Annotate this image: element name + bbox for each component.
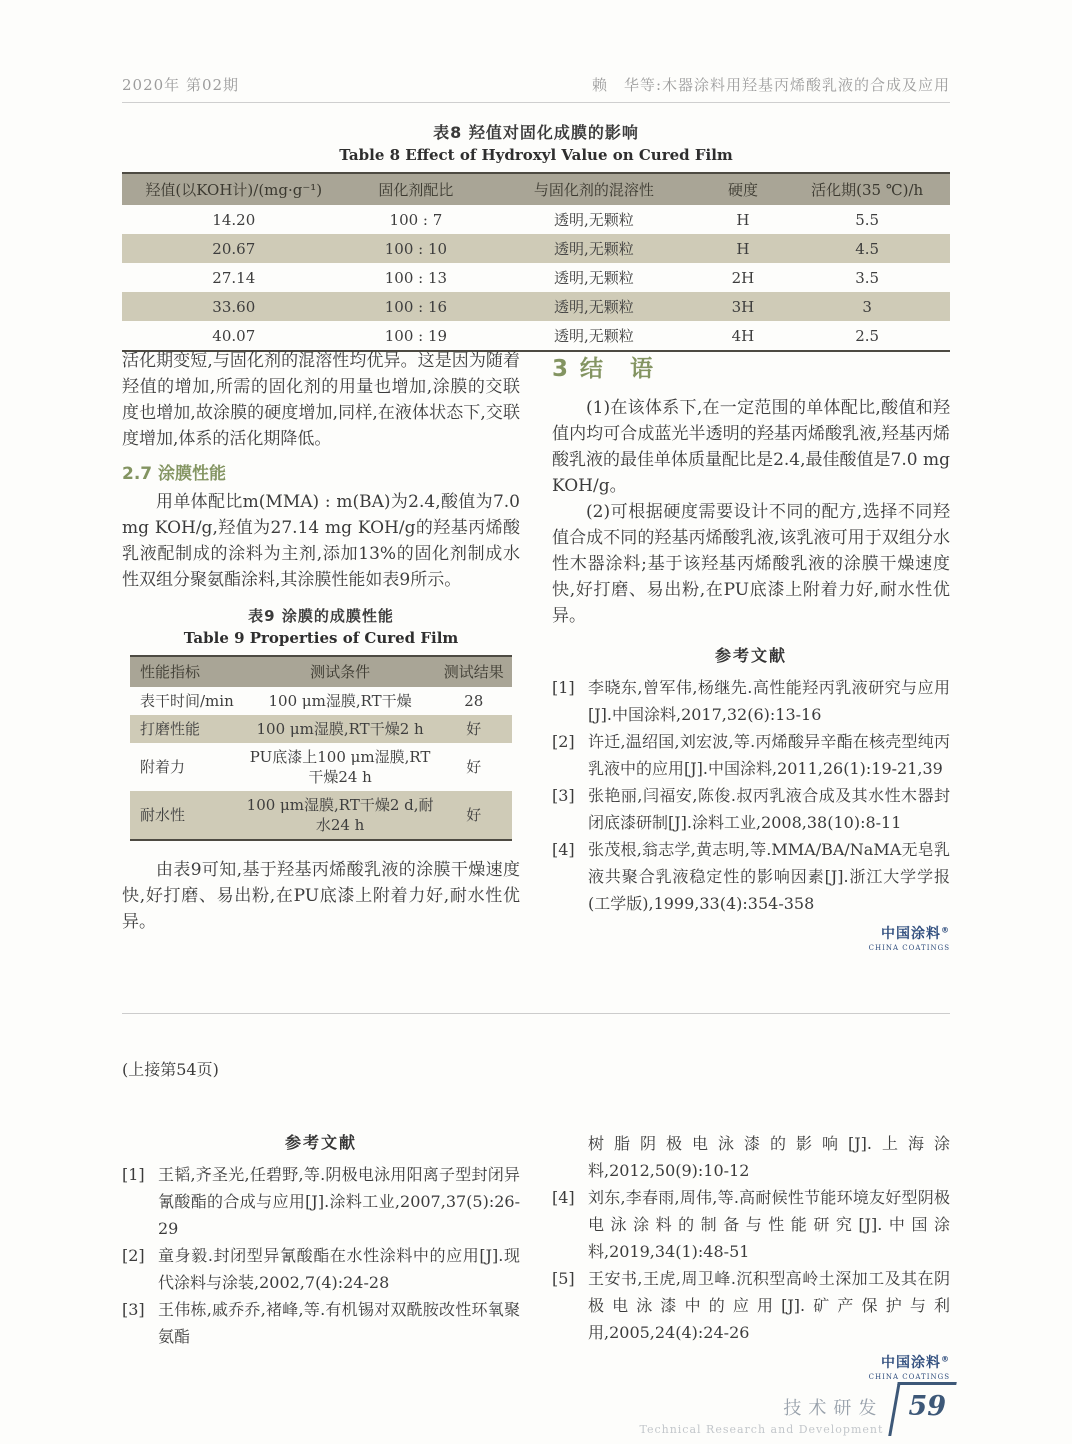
cell: 100 : 16 — [384, 297, 448, 316]
paragraph: 活化期变短,与固化剂的混溶性均优异。这是因为随着羟值的增加,所需的固化剂的用量也增加,涂膜的交联度也增加,故涂膜的硬度增加,同样,在液体状态下,交联度增加,体系的活化期降低。 — [122, 351, 520, 449]
reference-number: [3] — [122, 1300, 145, 1319]
issue-label: 2020年 第02期 — [122, 76, 240, 94]
reference-text: 张茂根,翁志学,黄志明,等.MMA/BA/NaMA无皂乳液共聚合乳液稳定性的影响因素[J].浙江大学学报(工学版),1999,33(4):354-358 — [588, 840, 950, 913]
footer-section-labels — [639, 1382, 883, 1436]
cell: PU底漆上100 μm湿膜,RT干燥24 h — [249, 748, 431, 786]
reference-number: [4] — [552, 840, 575, 859]
left-column — [122, 348, 520, 952]
reference-text: 许迁,温绍国,刘宏波,等.丙烯酸异辛酯在核壳型纯丙乳液中的应用[J].中国涂料,2011,26(1):19-21,39 — [588, 732, 950, 778]
continued-references — [122, 1130, 950, 1381]
reference-text: 张艳丽,闫福安,陈俊.叔丙乳液合成及其水性木器封闭底漆研制[J].涂料工业,2008,38(10):8-11 — [588, 786, 950, 832]
table8 — [122, 172, 950, 352]
page-footer — [639, 1382, 952, 1436]
cell: 100 : 7 — [389, 210, 443, 229]
table9-header-row — [130, 656, 512, 687]
cell: 28 — [464, 692, 484, 710]
paragraph: 用单体配比m(MMA) : m(BA)为2.4,酸值为7.0 mg KOH/g,羟值为27.14 mg KOH/g的羟基丙烯酸乳液配制成的涂料为主剂,添加13%的固化剂制成水性双组分聚氨酯涂料,其涂膜性能如表9所示。 — [122, 492, 520, 590]
reference-item — [552, 1184, 950, 1265]
reference-text: 王伟栋,戚乔乔,褚峰,等.有机锡对双酰胺改性环氧聚氨酯 — [158, 1300, 520, 1346]
registered-mark: ® — [941, 1354, 950, 1364]
references-title: 参考文献 — [284, 1133, 357, 1152]
cell: 100 : 10 — [384, 239, 448, 258]
reference-item — [552, 782, 950, 836]
paragraph: (2)可根据硬度需要设计不同的配方,选择不同羟值合成不同的羟基丙烯酸乳液,该乳液可用于双组分水性木器涂料;基于该羟基丙烯酸乳液的涂膜干燥速度快,好打磨、易出粉,在PU底漆上附着力好,耐水性优异。 — [552, 502, 950, 626]
body-columns — [122, 348, 950, 952]
reference-number: [1] — [552, 678, 575, 697]
reference-number: [2] — [122, 1246, 145, 1265]
cell: 100 : 19 — [384, 326, 448, 345]
section-3-heading: 3 结 语 — [552, 356, 656, 382]
cell: 透明,无颗粒 — [554, 211, 634, 229]
reference-number: [3] — [552, 786, 575, 805]
table8-header-row — [122, 173, 950, 205]
reference-item — [122, 1242, 520, 1296]
reference-text: 李晓东,曾军伟,杨继先.高性能羟丙乳液研究与应用[J].中国涂料,2017,32(6):13-16 — [588, 678, 950, 724]
cell: 透明,无颗粒 — [554, 240, 634, 258]
cell: 2H — [731, 268, 755, 287]
table8-col-hardness: 硬度 — [702, 173, 785, 205]
cell: 5.5 — [855, 210, 880, 229]
registered-mark: ® — [941, 925, 950, 935]
table8-col-potlife: 活化期(35 ℃)/h — [784, 173, 950, 205]
china-coatings-logo — [552, 923, 950, 952]
table9-col-result: 测试结果 — [436, 656, 512, 687]
cell: 打磨性能 — [140, 720, 201, 738]
logo-zh: 中国涂料® — [881, 925, 950, 942]
reference-number: [2] — [552, 732, 575, 751]
cell: 3H — [731, 297, 755, 316]
reference-item — [122, 1161, 520, 1242]
cell: 表干时间/min — [140, 692, 234, 710]
table8-title-zh: 表8 羟值对固化成膜的影响 — [433, 123, 639, 142]
table8-col-ratio: 固化剂配比 — [346, 173, 487, 205]
reference-text: 童身毅.封闭型异氰酸酯在水性涂料中的应用[J].现代涂料与涂装,2002,7(4):24-28 — [158, 1246, 520, 1292]
right-column — [552, 348, 950, 952]
table-row — [122, 205, 950, 234]
paragraph: 由表9可知,基于羟基丙烯酸乳液的涂膜干燥速度快,好打磨、易出粉,在PU底漆上附着力好,耐水性优异。 — [122, 860, 520, 932]
footer-section-en: Technical Research and Development — [639, 1423, 884, 1436]
cell: H — [736, 239, 750, 258]
reference-text: 王韬,齐圣光,任碧野,等.阴极电泳用阳离子型封闭异氰酸酯的合成与应用[J].涂料工业,2007,37(5):26-29 — [158, 1165, 520, 1238]
table-row — [130, 743, 512, 791]
table8-col-miscibility: 与固化剂的混溶性 — [486, 173, 701, 205]
cell: 好 — [466, 758, 482, 776]
footer-section-zh: 技术研发 — [783, 1398, 884, 1419]
table-row — [130, 791, 512, 840]
cell: 40.07 — [212, 326, 256, 345]
paragraph: (1)在该体系下,在一定范围的单体配比,酸值和羟值内均可合成蓝光半透明的羟基丙烯酸乳液,羟基丙烯酸乳液的最佳单体质量配比是2.4,最佳酸值是7.0 mg KOH/g。 — [552, 398, 950, 496]
reference-item — [552, 1130, 950, 1184]
cell: 100 : 13 — [384, 268, 448, 287]
reference-item — [552, 728, 950, 782]
page-number-badge — [889, 1382, 957, 1436]
references-title: 参考文献 — [714, 646, 787, 665]
cell: 2.5 — [855, 326, 880, 345]
reference-text: 刘东,李春雨,周伟,等.高耐候性节能环境友好型阴极电泳涂料的制备与性能研究[J].中国涂料,2019,34(1):48-51 — [588, 1188, 950, 1261]
table9-title-zh: 表9 涂膜的成膜性能 — [248, 607, 394, 625]
table-row — [122, 263, 950, 292]
table9 — [130, 655, 512, 841]
table-row — [130, 687, 512, 715]
running-header — [122, 74, 950, 103]
cell: 耐水性 — [140, 806, 186, 824]
reference-number: [1] — [122, 1165, 145, 1184]
reference-number: [4] — [552, 1188, 575, 1207]
section-2-7-heading: 2.7 涂膜性能 — [122, 464, 227, 484]
table8-col-hydroxyl: 羟值(以KOH计)/(mg·g⁻¹) — [122, 173, 346, 205]
continued-left-column — [122, 1130, 520, 1381]
reference-item — [552, 1265, 950, 1346]
reference-text: 王安书,王虎,周卫峰.沉积型高岭土深加工及其在阴极电泳漆中的应用[J].矿产保护与利用,2005,24(4):24-26 — [588, 1269, 950, 1342]
cell: 好 — [466, 806, 482, 824]
logo-en: CHINA COATINGS — [868, 1373, 950, 1381]
table-row — [130, 715, 512, 743]
reference-number — [552, 1130, 588, 1184]
table8-section — [122, 120, 950, 352]
cell: 14.20 — [212, 210, 256, 229]
reference-number: [5] — [552, 1269, 575, 1288]
reference-item — [552, 674, 950, 728]
cell: 100 μm湿膜,RT干燥 — [268, 692, 412, 710]
cell: 3 — [862, 297, 872, 316]
continued-from-note: (上接第54页) — [122, 1060, 219, 1079]
table-row — [122, 321, 950, 351]
running-title: 赖 华等:木器涂料用羟基丙烯酸乳液的合成及应用 — [591, 76, 950, 94]
table9-col-property: 性能指标 — [130, 656, 245, 687]
cell: 20.67 — [212, 239, 256, 258]
reference-text: 树脂阴极电泳漆的影响[J].上海涂料,2012,50(9):10-12 — [588, 1134, 950, 1180]
cell: 100 μm湿膜,RT干燥2 d,耐水24 h — [246, 796, 434, 834]
cell: 100 μm湿膜,RT干燥2 h — [256, 720, 424, 738]
continued-right-column — [552, 1130, 950, 1381]
table-row — [122, 292, 950, 321]
cell: 好 — [466, 720, 482, 738]
china-coatings-logo — [552, 1352, 950, 1381]
logo-en: CHINA COATINGS — [868, 944, 950, 952]
section-divider — [122, 1013, 950, 1014]
page-number: 59 — [908, 1391, 947, 1422]
reference-item — [552, 836, 950, 917]
table-row — [122, 234, 950, 263]
cell: 27.14 — [212, 268, 256, 287]
reference-item — [122, 1296, 520, 1350]
cell: 3.5 — [855, 268, 880, 287]
logo-zh: 中国涂料® — [881, 1354, 950, 1371]
table9-section — [130, 605, 512, 841]
table9-col-condition: 测试条件 — [245, 656, 436, 687]
table9-title-en: Table 9 Properties of Cured Film — [183, 629, 459, 647]
cell: 透明,无颗粒 — [554, 269, 634, 287]
cell: 4.5 — [855, 239, 880, 258]
table8-title-en: Table 8 Effect of Hydroxyl Value on Cured Film — [339, 146, 733, 164]
cell: H — [736, 210, 750, 229]
cell: 透明,无颗粒 — [554, 327, 634, 345]
cell: 附着力 — [140, 758, 186, 776]
cell: 33.60 — [212, 297, 256, 316]
cell: 透明,无颗粒 — [554, 298, 634, 316]
cell: 4H — [731, 326, 755, 345]
